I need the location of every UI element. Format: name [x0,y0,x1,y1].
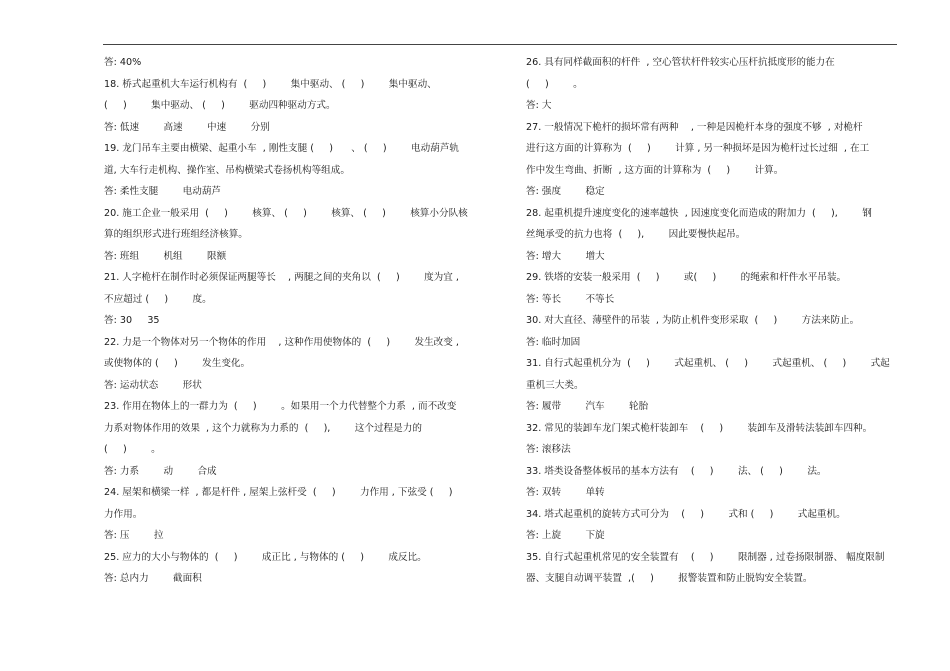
question-35-cont: 器、支腿自动调平装置 ,( ) 报警装置和防止脱钩安全装置。 [526,573,813,584]
question-24: 24. 屋架和横梁一样 , 都是杆件 , 屋架上弦杆受 ( ) 力作用 , 下弦受 ( ) [104,487,453,498]
header-rule [103,44,897,45]
question-22-cont: 或使物体的 ( ) 发生变化。 [104,358,251,369]
question-32: 32. 常见的装卸车龙门架式桅杆装卸车 ( ) 装卸车及滑转法装卸车四种。 [526,422,873,434]
answer-line: 答: 40% [104,57,142,68]
question-28-cont: 丝绳承受的抗力也将 ( ), 因此要慢快起吊。 [526,229,746,240]
question-26: 26. 具有同样截面积的杆件 , 空心管状杆件较实心压杆抗抵度形的能力在 [526,57,835,68]
question-18-cont: ( ) 集中驱动、 ( ) 驱动四种驱动方式。 [104,100,336,111]
answer-19: 答: 柔性支腿 电动葫芦 [104,186,222,197]
answer-25: 答: 总内力 截面积 [104,573,202,584]
question-26-cont: ( ) 。 [526,78,583,90]
question-22: 22. 力是一个物体对另一个物体的作用 , 这种作用使物体的 ( ) 发生改变 , [104,336,459,348]
question-31-cont: 重机三大类。 [526,379,584,391]
question-19: 19. 龙门吊车主要由横梁、起重小车 , 刚性支腿 ( ) 、 ( ) 电动葫芦轨 [104,143,460,154]
question-21-cont: 不应超过 ( ) 度。 [104,293,212,305]
question-31: 31. 自行式起重机分为 ( ) 式起重机、 ( ) 式起重机、 ( ) 式起 [526,358,890,369]
answer-20: 答: 班组 机组 限额 [104,250,227,262]
question-20: 20. 施工企业一般采用 ( ) 核算、 ( ) 核算、 ( ) 核算小分队核 [104,207,468,219]
question-19-cont: 道, 大车行走机构、操作室、吊构横梁式卷扬机构等组成。 [104,164,350,176]
answer-29: 答: 等长 不等长 [526,293,615,305]
question-18: 18. 桥式起重机大车运行机构有 ( ) 集中驱动、 ( ) 集中驱动、 [104,78,437,90]
answer-28: 答: 增大 增大 [526,250,605,262]
question-28: 28. 起重机提升速度变化的速率越快 , 因速度变化而造成的附加力 ( ), 钢 [526,207,872,219]
answer-34: 答: 上旋 下旋 [526,530,605,541]
question-23-cont: 力系对物体作用的效果 , 这个力就称为力系的 ( ), 这个过程是力的 [104,422,422,434]
answer-26: 答: 大 [526,100,552,111]
question-34: 34. 塔式起重机的旋转方式可分为 ( ) 式和 ( ) 式起重机。 [526,508,846,520]
question-21: 21. 人字桅杆在制作时必须保证两腿等长 , 两腿之间的夹角以 ( ) 度为宜 , [104,272,459,283]
answer-18: 答: 低速 高速 中速 分别 [104,121,270,133]
answer-23: 答: 力系 动 合成 [104,465,217,477]
question-20-cont: 算的组织形式进行班组经济核算。 [104,229,248,240]
answer-30: 答: 临时加固 [526,336,581,348]
answer-24: 答: 压 拉 [104,530,164,541]
question-25: 25. 应力的大小与物体的 ( ) 成正比 , 与物体的 ( ) 成反比。 [104,551,427,563]
answer-31: 答: 履带 汽车 轮胎 [526,401,649,412]
question-33: 33. 塔类设备整体板吊的基本方法有 ( ) 法、 ( ) 法。 [526,465,827,477]
answer-22: 答: 运动状态 形状 [104,379,202,391]
question-30: 30. 对大直径、薄壁件的吊装 , 为防止机件变形采取 ( ) 方法来防止。 [526,315,860,326]
question-27-cont2: 作中发生弯曲、折断 , 这方面的计算称为 ( ) 计算。 [526,164,784,176]
right-column [526,52,901,590]
answer-27: 答: 强度 稳定 [526,186,605,197]
left-column [104,52,479,590]
question-23: 23. 作用在物体上的一群力为 ( ) 。如果用一个力代替整个力系 , 而不改变 [104,401,457,412]
question-24-cont: 力作用。 [104,508,143,520]
answer-21: 答: 30 35 [104,315,160,326]
question-23-cont2: ( ) 。 [104,444,161,455]
question-35: 35. 自行式起重机常见的安全装置有 ( ) 限制器 , 过卷扬限制器、 幅度限制 [526,551,885,563]
answer-32: 答: 滚移法 [526,444,571,455]
question-27: 27. 一般情况下桅杆的损坏常有两种 , 一种是因桅杆本身的强度不够 , 对桅杆 [526,121,863,133]
question-27-cont: 进行这方面的计算称为 ( ) 计算 , 另一种损坏是因为桅杆过长过细 , 在工 [526,143,870,154]
question-29: 29. 铁塔的安装一般采用 ( ) 或( ) 的绳索和杆件水平吊装。 [526,272,847,283]
answer-33: 答: 双转 单转 [526,487,605,498]
